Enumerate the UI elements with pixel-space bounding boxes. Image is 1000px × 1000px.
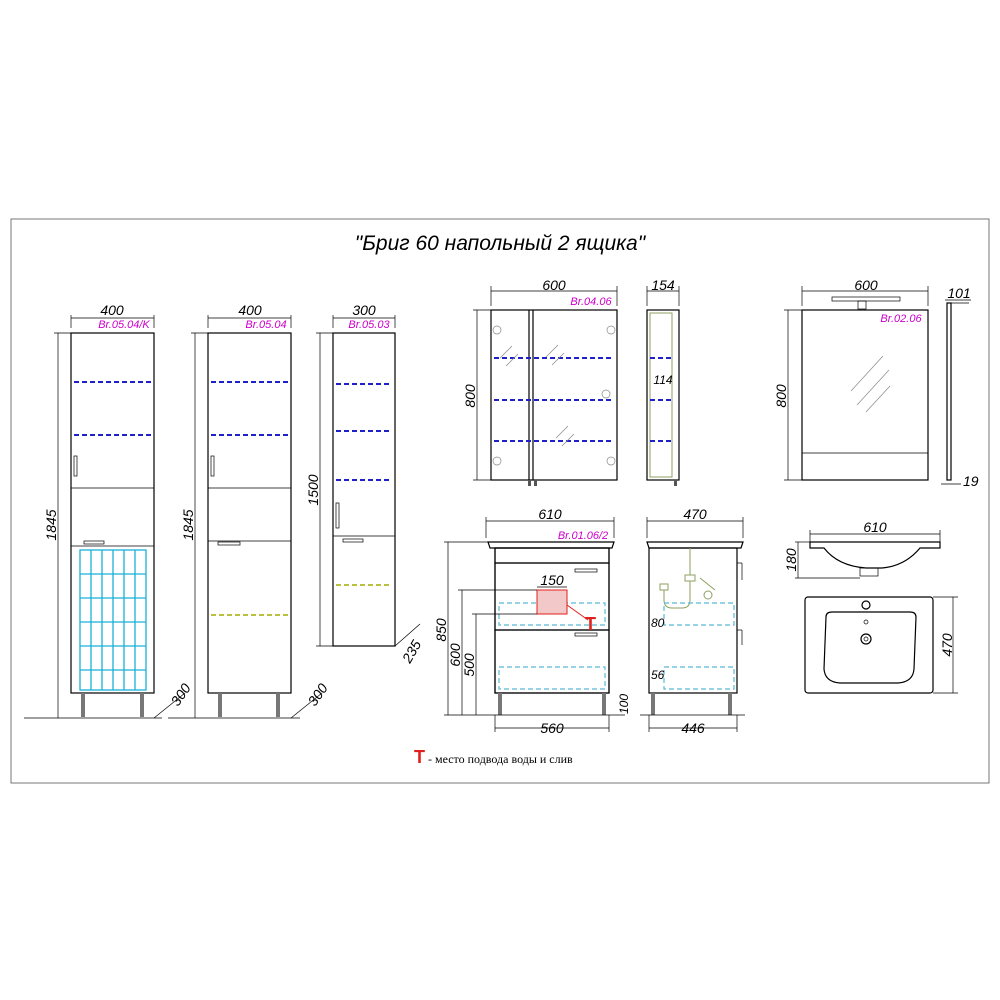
mirror-height-label: 800: [773, 384, 789, 408]
water-supply-legend: [414, 747, 573, 767]
legend-text: - место подвода воды и слив: [428, 752, 573, 766]
tall3-width-label: 300: [352, 302, 376, 318]
mirror-cabinet-code-label: Br.04.06: [570, 296, 612, 308]
tall2-depth-label: 300: [304, 680, 331, 709]
sink-side: [783, 519, 940, 578]
vanity-zone-width-label: 150: [540, 572, 564, 588]
sink-height-label: 180: [783, 548, 799, 572]
mirror-cabinet-side: [647, 277, 679, 486]
vanity-h500-label: 500: [461, 653, 477, 677]
vanity-side-bottom-depth-label: 446: [681, 720, 705, 736]
vanity-h600-label: 600: [447, 643, 463, 667]
mirror-thickness-label: 19: [963, 473, 979, 489]
vanity-legs-label: 100: [617, 693, 631, 714]
mirror-width-label: 600: [854, 277, 878, 293]
siphon-drain: [660, 548, 715, 608]
water-supply-mark: T: [585, 614, 596, 634]
vanity-height-label: 850: [433, 618, 449, 642]
mirror-front: [773, 277, 928, 480]
sink-width-label: 610: [863, 519, 887, 535]
tall1-height-label: 1845: [43, 509, 59, 541]
tall3-depth-label: 235: [398, 637, 425, 666]
vanity-side-depth-label: 470: [683, 506, 707, 522]
vanity-bottom-width-label: 560: [540, 720, 564, 736]
tall2-code-label: Br.05.04: [245, 319, 287, 331]
mirror-cabinet-width-label: 600: [542, 277, 566, 293]
legend-mark: T: [414, 747, 425, 767]
tall2-width-label: 400: [238, 302, 262, 318]
tall-cabinet-door: [168, 302, 331, 718]
vanity-side-d80-label: 80: [651, 616, 665, 630]
laundry-basket: [80, 550, 146, 690]
mirror-code-label: Br.02.06: [880, 313, 922, 325]
mirror-cabinet-depth-label: 154: [651, 277, 675, 293]
tall-cabinet-basket: [24, 302, 194, 718]
vanity-side: [640, 506, 745, 736]
tall3-code-label: Br.05.03: [348, 319, 390, 331]
tall1-code-label: Br.05.04/K: [98, 319, 150, 331]
sink-depth-label: 470: [939, 633, 955, 657]
mirror-cabinet-height-label: 800: [462, 384, 478, 408]
vanity-width-label: 610: [538, 506, 562, 522]
mirror-side: [941, 285, 979, 489]
tall1-depth-label: 300: [167, 680, 194, 709]
mirror-cabinet-front: [462, 277, 617, 486]
vanity-front: [433, 506, 631, 736]
mirror-depth-label: 101: [947, 285, 971, 301]
water-supply-zone: [537, 590, 567, 614]
tall3-height-label: 1500: [305, 474, 321, 506]
mirror-cabinet-inner-label: 114: [653, 373, 673, 387]
vanity-code-label: Br.01.06/2: [557, 530, 609, 542]
tall2-height-label: 1845: [180, 509, 196, 541]
sink-top: [805, 597, 958, 693]
drawing-title: "Бриг 60 напольный 2 ящика": [354, 232, 646, 255]
tall-cabinet-narrow: [305, 302, 424, 666]
vanity-side-d56-label: 56: [651, 668, 665, 682]
tall1-width-label: 400: [100, 302, 124, 318]
